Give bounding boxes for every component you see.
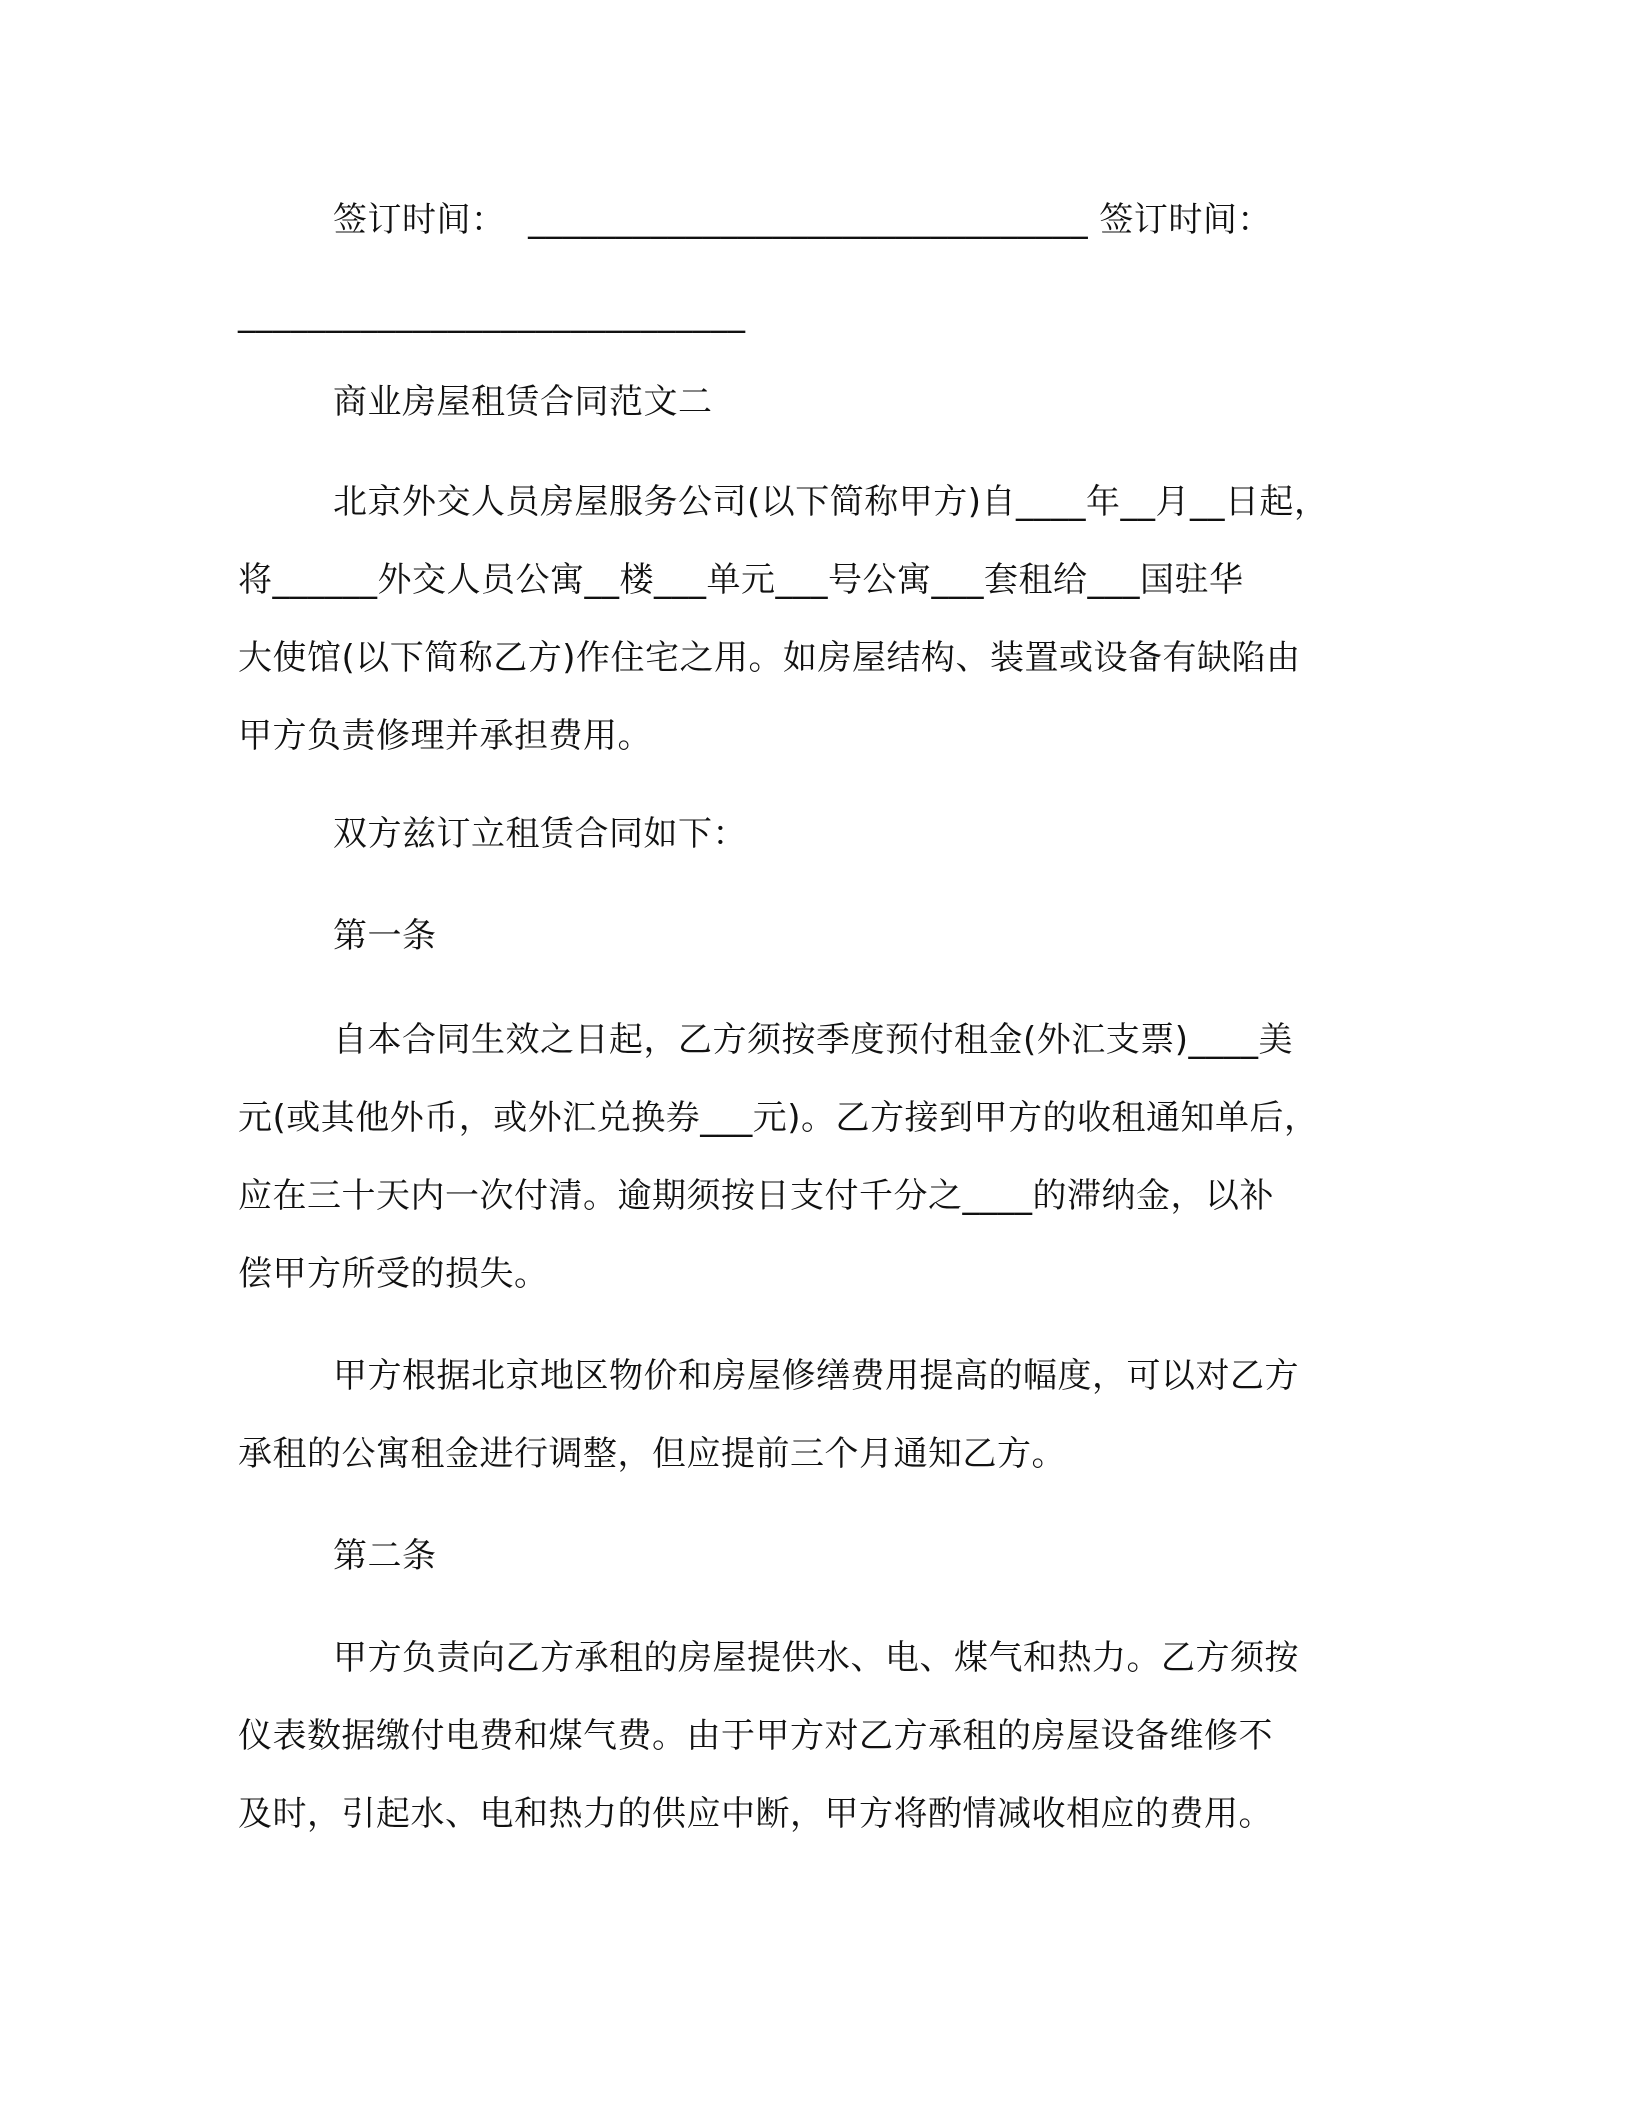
paragraph-line: 甲方根据北京地区物价和房屋修缮费用提高的幅度，可以对乙方 [333, 1356, 1299, 1396]
article-heading: 第一条 [333, 916, 437, 956]
paragraph-line: 大使馆(以下简称乙方)作住宅之用。如房屋结构、装置或设备有缺陷由 [238, 638, 1301, 678]
paragraph-line: 将______外交人员公寓__楼___单元___号公寓___套租给___国驻华 [238, 560, 1244, 600]
signing-time-blank-line: _____________________________ [238, 294, 746, 334]
paragraph-line: 偿甲方所受的损失。 [238, 1254, 549, 1294]
paragraph-line: 仪表数据缴付电费和煤气费。由于甲方对乙方承租的房屋设备维修不 [238, 1716, 1273, 1756]
paragraph-line: 甲方负责修理并承担费用。 [238, 716, 652, 756]
paragraph-line: 承租的公寓租金进行调整，但应提前三个月通知乙方。 [238, 1434, 1066, 1474]
paragraph-line: 应在三十天内一次付清。逾期须按日支付千分之____的滞纳金，以补 [238, 1176, 1274, 1216]
paragraph-line: 北京外交人员房屋服务公司(以下简称甲方)自____年__月__日起， [333, 482, 1329, 522]
paragraph-line: 元(或其他外币，或外汇兑换券___元)。乙方接到甲方的收租通知单后， [238, 1098, 1319, 1138]
paragraph-line: 自本合同生效之日起，乙方须按季度预付租金(外汇支票)____美 [333, 1020, 1294, 1060]
signing-time-line: 签订时间： ________________________________ 签订时间： [333, 200, 1272, 240]
section-title: 商业房屋租赁合同范文二 [333, 382, 713, 422]
article-heading: 第二条 [333, 1536, 437, 1576]
paragraph-line: 及时，引起水、电和热力的供应中断，甲方将酌情减收相应的费用。 [238, 1794, 1273, 1834]
paragraph-line: 甲方负责向乙方承租的房屋提供水、电、煤气和热力。乙方须按 [333, 1638, 1299, 1678]
paragraph-line: 双方兹订立租赁合同如下： [333, 814, 747, 854]
